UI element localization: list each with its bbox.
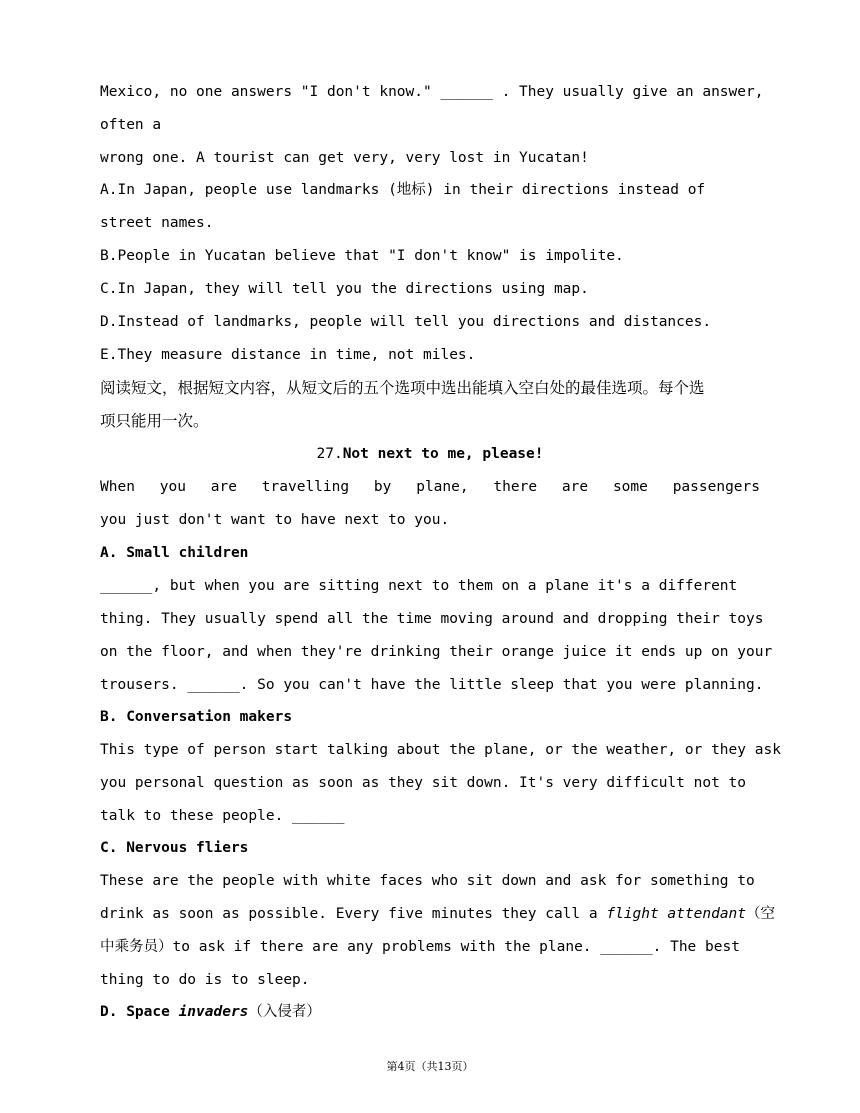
text-line: 中乘务员）to ask if there are any problems with the plane. ______. The best bbox=[100, 939, 740, 955]
cjk-gloss: （空 bbox=[746, 906, 776, 922]
title-text: Not next to me, please! bbox=[342, 446, 544, 462]
intro-line: When you are travelling by plane, there are some passengers bbox=[100, 479, 760, 495]
option-b: B.People in Yucatan believe that "I don't know" is impolite. bbox=[100, 248, 624, 264]
intro-line: you just don't want to have next to you. bbox=[100, 512, 450, 528]
text-line: Mexico, no one answers "I don't know." ______ . They usually give an answer, bbox=[100, 84, 764, 100]
text-line: street names. bbox=[100, 215, 214, 231]
text-line: on the floor, and when they're drinking their orange juice it ends up on your bbox=[100, 644, 773, 660]
option-a: A.In Japan, people use landmarks (地标) in their directions instead of bbox=[100, 182, 706, 198]
text-span: drink as soon as possible. Every five minutes they call a bbox=[100, 906, 607, 922]
instruction-line: 项只能用一次。 bbox=[100, 412, 209, 430]
text-line: talk to these people. ______ bbox=[100, 808, 345, 824]
section-c-heading: C. Nervous fliers bbox=[100, 840, 249, 856]
question-number: 27. bbox=[316, 446, 343, 462]
text-line: trousers. ______. So you can't have the little sleep that you were planning. bbox=[100, 677, 764, 693]
section-b-heading: B. Conversation makers bbox=[100, 709, 293, 725]
cjk-gloss: （入侵者） bbox=[248, 1004, 321, 1020]
heading-text: D. Space bbox=[100, 1004, 179, 1020]
text-line bbox=[100, 904, 775, 924]
page-footer: 第4页（共13页） bbox=[386, 1060, 474, 1073]
italic-term: invaders bbox=[178, 1004, 249, 1020]
text-line: wrong one. A tourist can get very, very lost in Yucatan! bbox=[100, 150, 589, 166]
section-a-heading: A. Small children bbox=[100, 545, 249, 561]
italic-term: flight attendant bbox=[606, 906, 747, 922]
text-line: These are the people with white faces who sit down and ask for something to bbox=[100, 873, 755, 889]
text-line: often a bbox=[100, 117, 162, 133]
text-line: thing to do is to sleep. bbox=[100, 972, 310, 988]
instruction-line: 阅读短文，根据短文内容，从短文后的五个选项中选出能填入空白处的最佳选项。每个选 bbox=[100, 379, 705, 397]
text-line: ______, but when you are sitting next to them on a plane it's a different bbox=[100, 578, 738, 594]
text-line: you personal question as soon as they sit down. It's very difficult not to bbox=[100, 775, 747, 791]
text-line: thing. They usually spend all the time moving around and dropping their toys bbox=[100, 611, 764, 627]
section-d-heading bbox=[100, 1002, 321, 1022]
option-c: C.In Japan, they will tell you the directions using map. bbox=[100, 281, 589, 297]
text-line: This type of person start talking about the plane, or the weather, or they ask bbox=[100, 742, 781, 758]
passage-title bbox=[0, 444, 860, 464]
option-d: D.Instead of landmarks, people will tell you directions and distances. bbox=[100, 314, 712, 330]
option-e: E.They measure distance in time, not miles. bbox=[100, 347, 476, 363]
